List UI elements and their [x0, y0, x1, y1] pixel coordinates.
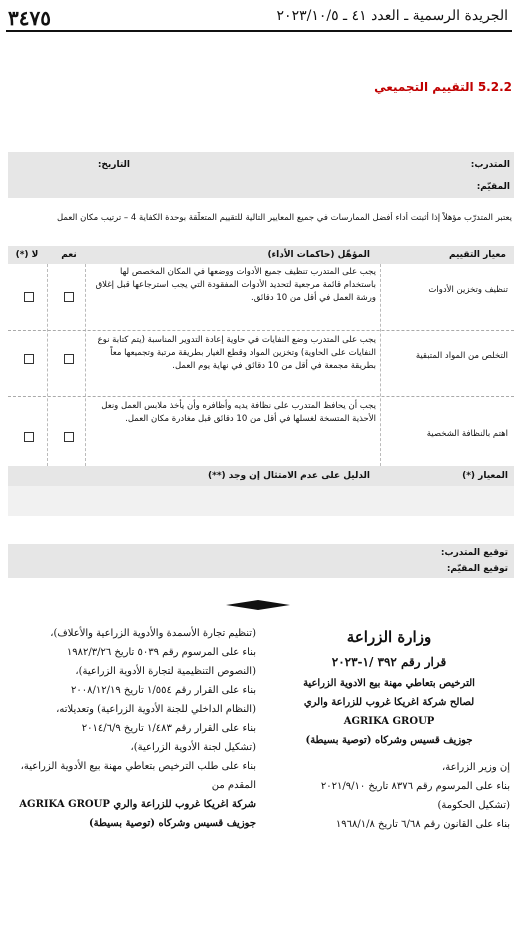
- column-no: لا (*): [15, 250, 39, 260]
- basis-line: بناء على المرسوم رقم ٥٠٣٩ تاريخ ١٩٨٢/٣/٢٦: [66, 647, 256, 658]
- form-header-band: [8, 152, 514, 198]
- minister-line: إن وزير الزراعة،: [442, 762, 510, 773]
- header-rule: [6, 30, 512, 32]
- row-divider: [8, 330, 514, 331]
- criterion-cell: التخلص من المواد المتبقية: [415, 351, 508, 361]
- company-latin-name: AGRIKA GROUP: [343, 716, 435, 727]
- ministry-title: وزارة الزراعة: [346, 628, 432, 646]
- applicant-company: شركة اغريكا غروب للزراعة والري AGRIKA GROUP جوزيف قسيس وشركاه (توصية بسيطة): [19, 799, 256, 829]
- no-checkbox[interactable]: [24, 292, 34, 302]
- form-intro: يعتبر المتدرّب مؤهلاً إذا أثبتت أداء أفضل الممارسات في جميع المعايير التالية للتقييم المتعلّقة بوحدة الكفاية 4 – ترتيب مكان العمل: [57, 213, 512, 223]
- trainee-label: المتدرب:: [470, 160, 510, 170]
- basis-line: بناء على القرار رقم ١/٤٨٣ تاريخ ٢٠١٤/٦/٩: [81, 723, 256, 734]
- no-checkbox[interactable]: [24, 354, 34, 364]
- basis-line: (تشكيل لجنة الأدوية الزراعية)،: [130, 742, 256, 753]
- decree-subject-3: جوزيف قسيس وشركاه (توصية بسيطة): [305, 735, 473, 746]
- qualifier-cell: يجب على المتدرب وضع النفايات في حاوية إعادة التدوير المناسبة (يتم كتابة نوع النفايات على الحاوية) وتخزين المواد وقطع الغيار بطريقة مرتبة وتجميعها معاً بطريقة مجمعة في أقل من 10 دقائق في نهاية يوم العمل.: [97, 335, 376, 371]
- decision-number: قرار رقم ٣٩٢ /١-٢٠٢٣: [331, 655, 447, 669]
- basis-line: (النصوص التنظيمية لتجارة الأدوية الزراعية)،: [75, 666, 256, 677]
- assessor-signature-label: توقيع المقيّم:: [446, 564, 508, 574]
- qualifier-cell: يجب أن يحافظ المتدرب على نظافة يديه وأظافره وأن يأخذ ملابس العمل ونعل الأحذية المتسخة لغسلها في أقل من 10 دقائق قبل مغادرة مكان العمل.: [101, 401, 376, 424]
- decree-subject-1: الترخيص بتعاطي مهنة بيع الادوية الزراعية: [303, 678, 475, 689]
- section-separator: [226, 599, 290, 611]
- criterion-cell: تنظيف وتخزين الأدوات: [428, 285, 508, 295]
- no-checkbox[interactable]: [24, 432, 34, 442]
- section-title: 5.2.2 التقييم التجميعي: [374, 80, 512, 94]
- trainee-signature-label: توقيع المتدرب:: [440, 548, 508, 558]
- page-number: ٣٤٧٥: [8, 6, 51, 30]
- qualifier-cell: يجب على المتدرب تنظيف جميع الأدوات ووضعها في المكان المخصص لها باستخدام قائمة مرجعية لتحديد الأدوات المفقودة التي يجب استرجاعها قبل إغلاق ورشة العمل في أقل من 10 دقائق.: [95, 267, 376, 303]
- footer-evidence-label: الدليل على عدم الامتثال إن وجد (**): [208, 471, 370, 481]
- request-line: بناء على طلب الترخيص بتعاطي مهنة بيع الأدوية الزراعية، المقدم من: [20, 761, 256, 791]
- basis-line: (تشكيل الحكومة): [437, 800, 510, 811]
- gazette-issue-line: الجريدة الرسمية ـ العدد ٤١ ـ ٢٠٢٣/١٠/٥: [276, 8, 508, 24]
- decree-column: [268, 624, 510, 834]
- column-criteria: معيار التقييم: [448, 250, 506, 260]
- row-divider: [8, 396, 514, 397]
- column-divider: [47, 264, 48, 466]
- column-qualifier: المؤهّل (حاكمات الأداء): [267, 250, 370, 260]
- decree-subject-2: لصالح شركة اغريكا غروب للزراعة والري: [303, 697, 475, 708]
- evidence-area: [8, 486, 514, 516]
- basis-line: بناء على القانون رقم ٦/٦٨ تاريخ ١٩٦٨/١/٨: [335, 819, 510, 830]
- yes-checkbox[interactable]: [64, 292, 74, 302]
- column-yes: نعم: [61, 250, 77, 260]
- decree-continuation-column: [8, 624, 256, 833]
- basis-line: بناء على المرسوم رقم ٨٣٧٦ تاريخ ٢٠٢١/٩/١٠: [320, 781, 510, 792]
- basis-line: (النظام الداخلي للجنة الأدوية الزراعية) وتعديلاته،: [56, 704, 256, 715]
- column-divider: [380, 264, 381, 466]
- column-divider: [85, 264, 86, 466]
- footer-criterion-label: المعيار (*): [462, 471, 508, 481]
- criterion-cell: اهتم بالنظافة الشخصية: [426, 429, 508, 439]
- assessor-label: المقيّم:: [476, 182, 510, 192]
- basis-line: بناء على القرار رقم ١/٥٥٤ تاريخ ٢٠٠٨/١٢/١٩: [71, 685, 256, 696]
- yes-checkbox[interactable]: [64, 354, 74, 364]
- yes-checkbox[interactable]: [64, 432, 74, 442]
- date-label: التاريخ:: [97, 160, 130, 170]
- basis-line: (تنظيم تجارة الأسمدة والأدوية الزراعية والأعلاف)،: [50, 628, 256, 639]
